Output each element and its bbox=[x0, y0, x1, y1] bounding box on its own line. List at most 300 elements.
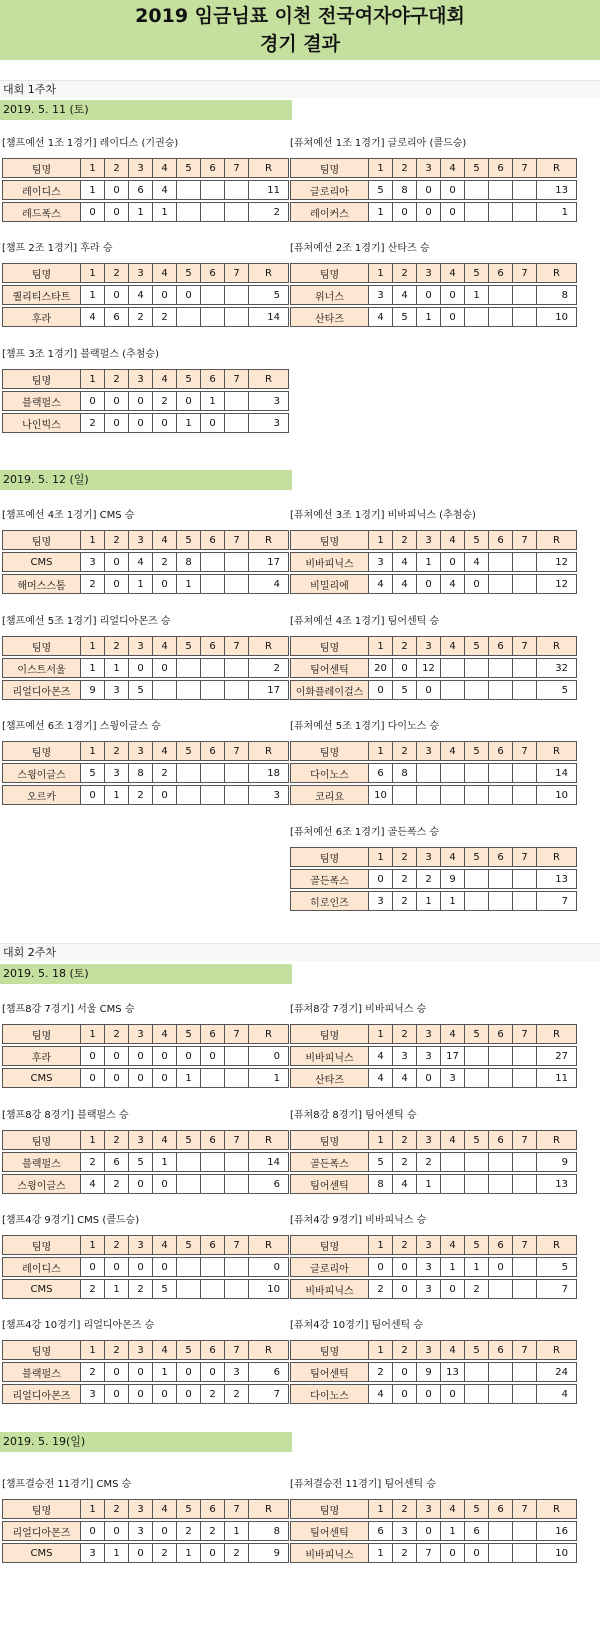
inning-header: 3 bbox=[129, 1341, 153, 1360]
inning-score: 13 bbox=[441, 1363, 465, 1382]
inning-header: 6 bbox=[489, 1131, 513, 1150]
inning-score: 4 bbox=[129, 553, 153, 572]
inning-score: 4 bbox=[81, 1175, 105, 1194]
inning-score: 0 bbox=[105, 575, 129, 594]
date-2019-05-18: 2019. 5. 18 (토) bbox=[0, 964, 292, 984]
total-runs: 10 bbox=[537, 1544, 577, 1563]
inning-score: 1 bbox=[441, 1258, 465, 1277]
total-runs: 0 bbox=[249, 1258, 289, 1277]
team-name: 팀어센틱 bbox=[291, 1363, 369, 1382]
total-runs: 8 bbox=[537, 286, 577, 305]
team-header: 팀명 bbox=[291, 531, 369, 550]
inning-header: 6 bbox=[489, 742, 513, 761]
inning-score bbox=[465, 1385, 489, 1404]
inning-score bbox=[201, 1069, 225, 1088]
inning-header: 5 bbox=[465, 1025, 489, 1044]
inning-score bbox=[513, 1175, 537, 1194]
inning-header: 5 bbox=[465, 1500, 489, 1519]
total-runs: 16 bbox=[537, 1522, 577, 1541]
inning-header: 1 bbox=[369, 848, 393, 867]
game-block bbox=[2, 1108, 292, 1194]
inning-score: 0 bbox=[129, 1069, 153, 1088]
total-runs: 24 bbox=[537, 1363, 577, 1382]
inning-score: 4 bbox=[393, 553, 417, 572]
inning-header: 5 bbox=[177, 1131, 201, 1150]
inning-header: 7 bbox=[513, 1236, 537, 1255]
inning-header: 7 bbox=[513, 1500, 537, 1519]
inning-score: 2 bbox=[177, 1522, 201, 1541]
inning-score: 5 bbox=[369, 1153, 393, 1172]
inning-header: 2 bbox=[105, 531, 129, 550]
inning-score bbox=[225, 286, 249, 305]
runs-header: R bbox=[537, 848, 577, 867]
inning-score bbox=[489, 1175, 513, 1194]
inning-header: 4 bbox=[441, 1131, 465, 1150]
inning-header: 4 bbox=[441, 264, 465, 283]
inning-score: 3 bbox=[417, 1258, 441, 1277]
inning-score bbox=[201, 1280, 225, 1299]
inning-score: 9 bbox=[417, 1363, 441, 1382]
inning-header: 3 bbox=[417, 1025, 441, 1044]
score-header-row bbox=[3, 159, 289, 178]
total-runs: 5 bbox=[537, 681, 577, 700]
game-title: [챔프8강 8경기] 블랙펄스 승 bbox=[2, 1110, 129, 1121]
game-title: [퓨쳐예선 4조 1경기] 팀어센틱 승 bbox=[290, 616, 440, 627]
inning-header: 5 bbox=[177, 531, 201, 550]
inning-header: 6 bbox=[201, 1131, 225, 1150]
inning-score: 0 bbox=[81, 1047, 105, 1066]
score-header-row bbox=[3, 370, 289, 389]
inning-header: 5 bbox=[177, 1341, 201, 1360]
inning-header: 2 bbox=[393, 742, 417, 761]
inning-score bbox=[201, 308, 225, 327]
inning-header: 7 bbox=[513, 1025, 537, 1044]
game-block bbox=[290, 241, 580, 327]
inning-score bbox=[177, 1153, 201, 1172]
team-name: 블랙펄스 bbox=[3, 1153, 81, 1172]
inning-header: 4 bbox=[153, 370, 177, 389]
inning-header: 3 bbox=[417, 742, 441, 761]
inning-header: 2 bbox=[105, 370, 129, 389]
game-title: [퓨쳐8강 7경기] 비바피닉스 승 bbox=[290, 1004, 427, 1015]
inning-score: 8 bbox=[369, 1175, 393, 1194]
team-name: 스윙이글스 bbox=[3, 1175, 81, 1194]
inning-header: 7 bbox=[513, 159, 537, 178]
inning-score bbox=[417, 786, 441, 805]
inning-score: 0 bbox=[201, 414, 225, 433]
inning-score bbox=[441, 1175, 465, 1194]
inning-header: 3 bbox=[417, 159, 441, 178]
inning-score: 3 bbox=[417, 1047, 441, 1066]
team-row bbox=[3, 553, 289, 572]
inning-score bbox=[177, 203, 201, 222]
team-name: 골든폭스 bbox=[291, 870, 369, 889]
inning-header: 6 bbox=[489, 264, 513, 283]
inning-score bbox=[465, 1363, 489, 1382]
game-title: [챔프결승전 11경기] CMS 승 bbox=[2, 1479, 132, 1490]
team-header: 팀명 bbox=[3, 370, 81, 389]
inning-header: 1 bbox=[81, 1025, 105, 1044]
score-table bbox=[2, 158, 289, 222]
inning-score: 4 bbox=[393, 1175, 417, 1194]
team-header: 팀명 bbox=[291, 264, 369, 283]
score-header-row bbox=[291, 637, 577, 656]
inning-score: 2 bbox=[153, 553, 177, 572]
inning-score: 0 bbox=[441, 203, 465, 222]
inning-score bbox=[201, 1153, 225, 1172]
inning-header: 3 bbox=[129, 264, 153, 283]
team-name: 팀어센틱 bbox=[291, 1522, 369, 1541]
inning-score: 0 bbox=[129, 659, 153, 678]
team-row bbox=[3, 681, 289, 700]
inning-score: 1 bbox=[81, 286, 105, 305]
game-block bbox=[290, 825, 580, 911]
inning-header: 4 bbox=[441, 1500, 465, 1519]
inning-score bbox=[489, 659, 513, 678]
score-table bbox=[2, 1340, 289, 1404]
inning-score: 0 bbox=[105, 1522, 129, 1541]
game-block bbox=[290, 508, 580, 594]
inning-header: 2 bbox=[105, 1131, 129, 1150]
score-header-row bbox=[3, 1341, 289, 1360]
total-runs: 17 bbox=[249, 553, 289, 572]
team-name: 퀄리티스타트 bbox=[3, 286, 81, 305]
inning-header: 2 bbox=[393, 1500, 417, 1519]
inning-score bbox=[489, 308, 513, 327]
inning-header: 1 bbox=[369, 1341, 393, 1360]
team-row bbox=[3, 308, 289, 327]
inning-header: 7 bbox=[225, 1500, 249, 1519]
total-runs: 8 bbox=[249, 1522, 289, 1541]
inning-score: 4 bbox=[393, 575, 417, 594]
week-1-label: 대회 1주차 bbox=[0, 80, 600, 98]
inning-score bbox=[201, 1175, 225, 1194]
team-row bbox=[3, 203, 289, 222]
total-runs: 18 bbox=[249, 764, 289, 783]
inning-score bbox=[513, 1385, 537, 1404]
game-title: [챔프예선 6조 1경기] 스윙이글스 승 bbox=[2, 721, 161, 732]
game-title: [퓨쳐결승전 11경기] 팀어센틱 승 bbox=[290, 1479, 436, 1490]
score-table bbox=[2, 530, 289, 594]
inning-header: 2 bbox=[393, 531, 417, 550]
total-runs: 4 bbox=[537, 1385, 577, 1404]
inning-score: 3 bbox=[393, 1047, 417, 1066]
inning-score: 0 bbox=[417, 1522, 441, 1541]
inning-score bbox=[465, 892, 489, 911]
inning-score: 2 bbox=[225, 1544, 249, 1563]
inning-score: 1 bbox=[177, 1069, 201, 1088]
team-row bbox=[3, 1385, 289, 1404]
inning-score: 0 bbox=[153, 1047, 177, 1066]
team-row bbox=[291, 1069, 577, 1088]
inning-score bbox=[225, 1069, 249, 1088]
inning-header: 5 bbox=[465, 637, 489, 656]
total-runs: 13 bbox=[537, 181, 577, 200]
inning-header: 5 bbox=[177, 1500, 201, 1519]
inning-header: 6 bbox=[201, 1341, 225, 1360]
inning-score: 0 bbox=[81, 392, 105, 411]
team-row bbox=[3, 1544, 289, 1563]
inning-score: 0 bbox=[81, 786, 105, 805]
inning-score: 1 bbox=[441, 892, 465, 911]
team-name: 팀어센틱 bbox=[291, 1175, 369, 1194]
inning-score: 2 bbox=[81, 1153, 105, 1172]
inning-score: 0 bbox=[105, 1047, 129, 1066]
inning-score bbox=[489, 203, 513, 222]
inning-score: 2 bbox=[153, 764, 177, 783]
inning-header: 7 bbox=[513, 531, 537, 550]
inning-header: 7 bbox=[225, 159, 249, 178]
inning-score: 0 bbox=[105, 1363, 129, 1382]
score-table bbox=[2, 1499, 289, 1563]
game-block bbox=[290, 614, 580, 700]
inning-header: 2 bbox=[393, 1131, 417, 1150]
inning-score: 0 bbox=[153, 1385, 177, 1404]
inning-score: 5 bbox=[81, 764, 105, 783]
inning-header: 5 bbox=[465, 1236, 489, 1255]
inning-score bbox=[489, 786, 513, 805]
inning-score: 0 bbox=[81, 1069, 105, 1088]
inning-header: 2 bbox=[105, 637, 129, 656]
inning-header: 4 bbox=[153, 1131, 177, 1150]
team-row bbox=[3, 786, 289, 805]
inning-score: 0 bbox=[105, 203, 129, 222]
inning-header: 3 bbox=[129, 1131, 153, 1150]
inning-score: 3 bbox=[369, 892, 393, 911]
game-block bbox=[2, 1477, 292, 1563]
team-name: 후라 bbox=[3, 308, 81, 327]
team-row bbox=[3, 575, 289, 594]
team-name: 산타즈 bbox=[291, 308, 369, 327]
inning-header: 4 bbox=[153, 1236, 177, 1255]
inning-score bbox=[225, 308, 249, 327]
total-runs: 9 bbox=[249, 1544, 289, 1563]
inning-score bbox=[201, 1258, 225, 1277]
inning-header: 6 bbox=[489, 1236, 513, 1255]
inning-score: 1 bbox=[153, 203, 177, 222]
runs-header: R bbox=[249, 370, 289, 389]
inning-header: 6 bbox=[201, 1025, 225, 1044]
game-title: [챔프 3조 1경기] 블랙펄스 (추첨승) bbox=[2, 349, 159, 360]
inning-header: 2 bbox=[393, 1236, 417, 1255]
game-block bbox=[2, 347, 292, 433]
team-name: 레이커스 bbox=[291, 203, 369, 222]
game-block bbox=[2, 1002, 292, 1088]
score-header-row bbox=[291, 848, 577, 867]
game-title: [챔프예선 5조 1경기] 리얼디아몬즈 승 bbox=[2, 616, 171, 627]
inning-score bbox=[465, 1047, 489, 1066]
team-name: 코리요 bbox=[291, 786, 369, 805]
inning-score: 0 bbox=[105, 1258, 129, 1277]
inning-score: 0 bbox=[105, 1385, 129, 1404]
score-header-row bbox=[3, 264, 289, 283]
score-table bbox=[290, 847, 577, 911]
inning-header: 7 bbox=[513, 264, 537, 283]
inning-score: 0 bbox=[393, 659, 417, 678]
inning-header: 4 bbox=[153, 1500, 177, 1519]
inning-score bbox=[177, 1258, 201, 1277]
total-runs: 3 bbox=[249, 392, 289, 411]
inning-score: 3 bbox=[369, 286, 393, 305]
team-row bbox=[291, 1258, 577, 1277]
team-row bbox=[3, 286, 289, 305]
inning-score: 0 bbox=[153, 1258, 177, 1277]
inning-score bbox=[465, 181, 489, 200]
inning-header: 1 bbox=[81, 742, 105, 761]
date-2019-05-11: 2019. 5. 11 (토) bbox=[0, 100, 292, 120]
team-header: 팀명 bbox=[291, 1025, 369, 1044]
score-header-row bbox=[291, 742, 577, 761]
inning-score bbox=[225, 1175, 249, 1194]
inning-score: 0 bbox=[153, 575, 177, 594]
inning-score: 2 bbox=[129, 1280, 153, 1299]
inning-score bbox=[465, 681, 489, 700]
team-name: 비바피닉스 bbox=[291, 1280, 369, 1299]
inning-header: 2 bbox=[105, 1236, 129, 1255]
inning-score bbox=[513, 1280, 537, 1299]
inning-header: 7 bbox=[225, 1131, 249, 1150]
runs-header: R bbox=[249, 264, 289, 283]
inning-header: 4 bbox=[153, 1341, 177, 1360]
inning-score bbox=[489, 870, 513, 889]
inning-score: 0 bbox=[105, 286, 129, 305]
team-name: 비바피닉스 bbox=[291, 1047, 369, 1066]
score-table bbox=[290, 530, 577, 594]
team-row bbox=[291, 286, 577, 305]
inning-score: 1 bbox=[105, 1544, 129, 1563]
team-name: 이화플레이걸스 bbox=[291, 681, 369, 700]
inning-header: 1 bbox=[81, 159, 105, 178]
score-header-row bbox=[291, 1236, 577, 1255]
inning-header: 3 bbox=[417, 1500, 441, 1519]
total-runs: 13 bbox=[537, 870, 577, 889]
page-title: 2019 임금님표 이천 전국여자야구대회 bbox=[135, 5, 465, 27]
game-title: [퓨쳐예선 3조 1경기] 비바피닉스 (추첨승) bbox=[290, 510, 476, 521]
inning-score bbox=[465, 203, 489, 222]
inning-header: 3 bbox=[129, 742, 153, 761]
inning-score: 0 bbox=[417, 575, 441, 594]
score-header-row bbox=[3, 1236, 289, 1255]
inning-score bbox=[489, 286, 513, 305]
inning-score bbox=[225, 764, 249, 783]
inning-score: 2 bbox=[153, 308, 177, 327]
inning-header: 6 bbox=[489, 637, 513, 656]
score-table bbox=[2, 1235, 289, 1299]
inning-score bbox=[489, 1047, 513, 1066]
inning-score bbox=[225, 575, 249, 594]
inning-header: 7 bbox=[513, 848, 537, 867]
team-row bbox=[291, 181, 577, 200]
inning-header: 3 bbox=[417, 531, 441, 550]
inning-score: 0 bbox=[129, 1385, 153, 1404]
team-name: 리얼디아몬즈 bbox=[3, 1522, 81, 1541]
score-header-row bbox=[3, 1025, 289, 1044]
inning-score: 3 bbox=[417, 1280, 441, 1299]
team-name: CMS bbox=[3, 1069, 81, 1088]
team-name: 다이노스 bbox=[291, 764, 369, 783]
team-row bbox=[3, 1153, 289, 1172]
runs-header: R bbox=[249, 742, 289, 761]
inning-score: 1 bbox=[177, 1544, 201, 1563]
inning-score: 0 bbox=[153, 1069, 177, 1088]
inning-score: 5 bbox=[129, 1153, 153, 1172]
inning-header: 7 bbox=[513, 1341, 537, 1360]
inning-score bbox=[225, 1258, 249, 1277]
inning-header: 3 bbox=[129, 637, 153, 656]
team-name: 위너스 bbox=[291, 286, 369, 305]
inning-header: 2 bbox=[105, 1500, 129, 1519]
game-block bbox=[2, 1318, 292, 1404]
runs-header: R bbox=[249, 1236, 289, 1255]
team-row bbox=[3, 181, 289, 200]
game-title: [퓨쳐예선 1조 1경기] 글로리아 (콜드승) bbox=[290, 138, 467, 149]
inning-score bbox=[489, 1280, 513, 1299]
inning-score: 0 bbox=[393, 203, 417, 222]
team-header: 팀명 bbox=[3, 1500, 81, 1519]
inning-score: 5 bbox=[153, 1280, 177, 1299]
total-runs: 9 bbox=[537, 1153, 577, 1172]
team-row bbox=[291, 1153, 577, 1172]
inning-score bbox=[417, 764, 441, 783]
total-runs: 5 bbox=[537, 1258, 577, 1277]
inning-score: 0 bbox=[465, 575, 489, 594]
runs-header: R bbox=[537, 1236, 577, 1255]
inning-header: 2 bbox=[105, 159, 129, 178]
inning-score bbox=[177, 308, 201, 327]
inning-score: 2 bbox=[153, 392, 177, 411]
inning-header: 6 bbox=[201, 531, 225, 550]
inning-score: 6 bbox=[465, 1522, 489, 1541]
total-runs: 7 bbox=[537, 1280, 577, 1299]
inning-header: 4 bbox=[441, 637, 465, 656]
inning-header: 2 bbox=[105, 1341, 129, 1360]
game-title: [퓨쳐예선 2조 1경기] 산타즈 승 bbox=[290, 243, 430, 254]
inning-score: 4 bbox=[465, 553, 489, 572]
inning-score bbox=[465, 870, 489, 889]
score-table bbox=[2, 263, 289, 327]
inning-score: 1 bbox=[417, 308, 441, 327]
score-table bbox=[2, 1130, 289, 1194]
inning-score: 2 bbox=[81, 1280, 105, 1299]
team-row bbox=[3, 1522, 289, 1541]
inning-score bbox=[225, 392, 249, 411]
inning-header: 1 bbox=[81, 264, 105, 283]
inning-score: 3 bbox=[105, 681, 129, 700]
inning-score: 4 bbox=[393, 1069, 417, 1088]
team-row bbox=[291, 892, 577, 911]
inning-header: 5 bbox=[465, 742, 489, 761]
inning-score: 12 bbox=[417, 659, 441, 678]
inning-score: 4 bbox=[129, 286, 153, 305]
inning-score bbox=[393, 786, 417, 805]
inning-header: 7 bbox=[225, 531, 249, 550]
runs-header: R bbox=[249, 1025, 289, 1044]
inning-score: 0 bbox=[129, 414, 153, 433]
total-runs: 1 bbox=[249, 1069, 289, 1088]
team-row bbox=[3, 1175, 289, 1194]
team-name: 블랙펄스 bbox=[3, 392, 81, 411]
inning-header: 3 bbox=[129, 531, 153, 550]
inning-score: 0 bbox=[177, 392, 201, 411]
team-name: 스윙이글스 bbox=[3, 764, 81, 783]
inning-score bbox=[513, 786, 537, 805]
team-row bbox=[291, 659, 577, 678]
inning-score: 4 bbox=[441, 575, 465, 594]
inning-header: 3 bbox=[417, 1131, 441, 1150]
inning-header: 5 bbox=[465, 531, 489, 550]
inning-score bbox=[513, 575, 537, 594]
team-name: CMS bbox=[3, 1280, 81, 1299]
